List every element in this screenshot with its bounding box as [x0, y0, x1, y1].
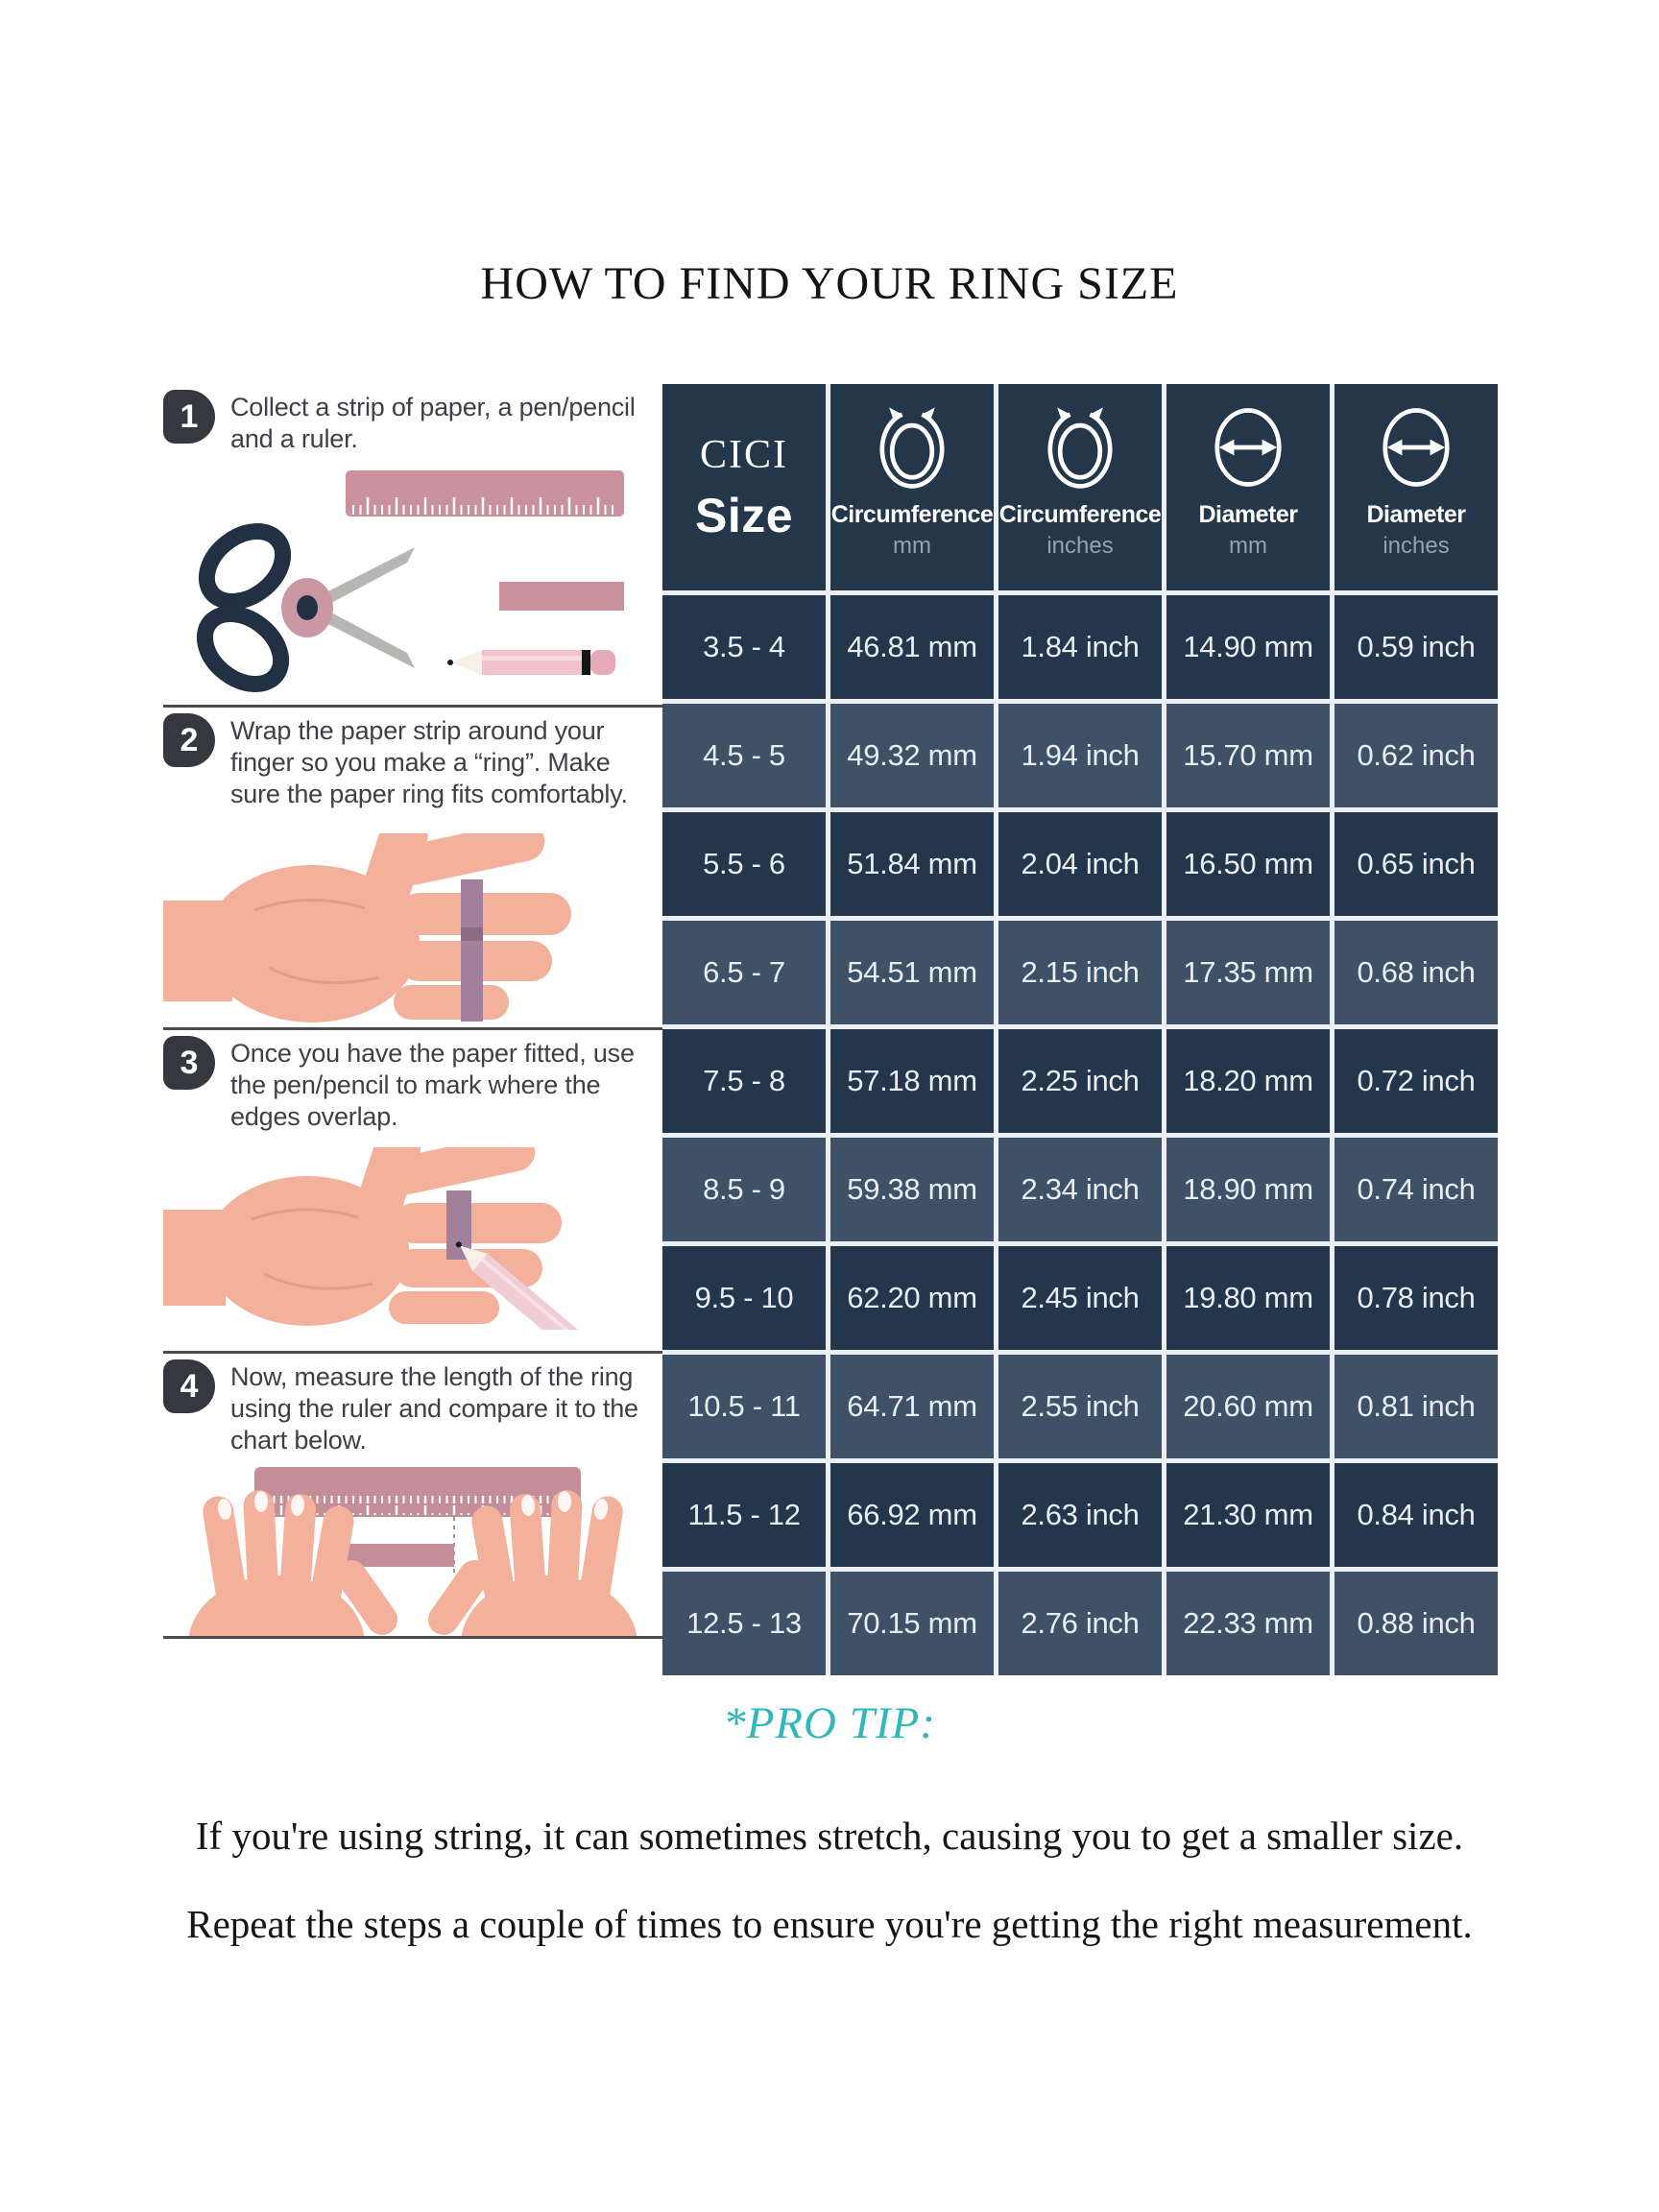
- value-cell: 15.70 mm: [1166, 704, 1330, 807]
- ring-circumference-icon: [1030, 397, 1130, 497]
- brand-size-header: [662, 384, 826, 590]
- hand-icon: [163, 833, 571, 1022]
- step-3-illustration: [163, 1147, 662, 1330]
- step-4-number-badge: 4: [163, 1359, 215, 1413]
- circumference-mm-header: [830, 384, 994, 590]
- value-cell: 1.94 inch: [998, 704, 1162, 807]
- step-3-number-badge: 3: [163, 1036, 215, 1090]
- value-cell: 57.18 mm: [830, 1029, 994, 1133]
- value-cell: 20.60 mm: [1166, 1355, 1330, 1458]
- step-2-header: [163, 713, 664, 811]
- hand-marking-with-pencil-illustration: [163, 1147, 662, 1330]
- step-3-header: [163, 1036, 664, 1134]
- value-cell: 51.84 mm: [830, 812, 994, 916]
- circumference-inches-header: [998, 384, 1162, 590]
- value-cell: 66.92 mm: [830, 1463, 994, 1567]
- value-cell: 16.50 mm: [1166, 812, 1330, 916]
- ring-circumference-icon: [862, 397, 962, 497]
- value-cell: 0.65 inch: [1334, 812, 1498, 916]
- size-cell: 3.5 - 4: [662, 595, 826, 699]
- table-body: [662, 595, 1498, 1675]
- value-cell: 0.81 inch: [1334, 1355, 1498, 1458]
- value-cell: 1.84 inch: [998, 595, 1162, 699]
- pro-tip-heading: *PRO TIP:: [723, 1698, 936, 1748]
- value-cell: 2.76 inch: [998, 1572, 1162, 1675]
- value-cell: 18.20 mm: [1166, 1029, 1330, 1133]
- value-cell: 0.68 inch: [1334, 921, 1498, 1024]
- size-column-label: Size: [694, 488, 794, 542]
- step-4-illustration: [163, 1467, 662, 1637]
- value-cell: 0.59 inch: [1334, 595, 1498, 699]
- table-row: [662, 921, 1498, 1024]
- pencil-icon: [447, 650, 615, 675]
- pro-tip-line-1: If you're using string, it can sometimes stretch, causing you to get a smaller size.: [195, 1814, 1464, 1858]
- size-cell: 11.5 - 12: [662, 1463, 826, 1567]
- column-label: Circumference: [998, 501, 1162, 528]
- table-row: [662, 1246, 1498, 1350]
- scissors-icon: [191, 517, 415, 698]
- value-cell: 19.80 mm: [1166, 1246, 1330, 1350]
- value-cell: 2.34 inch: [998, 1138, 1162, 1241]
- main-content: [163, 384, 1498, 1675]
- value-cell: 2.45 inch: [998, 1246, 1162, 1350]
- table-row: [662, 1029, 1498, 1133]
- size-cell: 4.5 - 5: [662, 704, 826, 807]
- hand-with-paper-ring-illustration: [163, 833, 662, 1025]
- table-row: [662, 1138, 1498, 1241]
- size-cell: 10.5 - 11: [662, 1355, 826, 1458]
- ring-diameter-icon: [1198, 397, 1298, 497]
- value-cell: 62.20 mm: [830, 1246, 994, 1350]
- table-row: [662, 595, 1498, 699]
- column-label: Circumference: [830, 501, 994, 528]
- size-cell: 6.5 - 7: [662, 921, 826, 1024]
- value-cell: 22.33 mm: [1166, 1572, 1330, 1675]
- value-cell: 0.78 inch: [1334, 1246, 1498, 1350]
- diameter-inches-header: [1334, 384, 1498, 590]
- step-3: [163, 1030, 662, 1354]
- table-header-row: [662, 384, 1498, 590]
- step-3-text: Once you have the paper fitted, use the pen/pencil to mark where the edges overlap.: [230, 1039, 635, 1132]
- ring-size-table: [662, 384, 1498, 1675]
- step-4-text: Now, measure the length of the ring using the ruler and compare it to the chart below.: [230, 1362, 638, 1455]
- column-unit: mm: [893, 533, 931, 559]
- column-unit: mm: [1229, 533, 1267, 559]
- column-unit: inches: [1382, 533, 1450, 559]
- table-row: [662, 1463, 1498, 1567]
- size-cell: 12.5 - 13: [662, 1572, 826, 1675]
- value-cell: 2.55 inch: [998, 1355, 1162, 1458]
- step-4: [163, 1354, 662, 1639]
- value-cell: 0.84 inch: [1334, 1463, 1498, 1567]
- page-title: HOW TO FIND YOUR RING SIZE: [480, 258, 1179, 309]
- table-row: [662, 1355, 1498, 1458]
- value-cell: 17.35 mm: [1166, 921, 1330, 1024]
- table-row: [662, 812, 1498, 916]
- column-label: Diameter: [1198, 501, 1298, 528]
- value-cell: 14.90 mm: [1166, 595, 1330, 699]
- value-cell: 0.72 inch: [1334, 1029, 1498, 1133]
- brand-name: CICI: [700, 432, 788, 477]
- step-2-illustration: [163, 833, 662, 1025]
- size-cell: 9.5 - 10: [662, 1246, 826, 1350]
- value-cell: 59.38 mm: [830, 1138, 994, 1241]
- pro-tip-line-2: Repeat the steps a couple of times to ensure you're getting the right measurement.: [186, 1902, 1473, 1946]
- value-cell: 0.88 inch: [1334, 1572, 1498, 1675]
- value-cell: 21.30 mm: [1166, 1463, 1330, 1567]
- value-cell: 0.62 inch: [1334, 704, 1498, 807]
- table-row: [662, 704, 1498, 807]
- column-label: Diameter: [1366, 501, 1466, 528]
- step-1: [163, 384, 662, 708]
- value-cell: 64.71 mm: [830, 1355, 994, 1458]
- value-cell: 18.90 mm: [1166, 1138, 1330, 1241]
- paper-ring-strip-icon: [461, 879, 483, 1022]
- step-2-text: Wrap the paper strip around your finger so you make a “ring”. Make sure the paper ring fits comfortably.: [230, 716, 628, 809]
- diameter-mm-header: [1166, 384, 1330, 590]
- ring-diameter-icon: [1366, 397, 1466, 497]
- value-cell: 70.15 mm: [830, 1572, 994, 1675]
- step-1-number-badge: 1: [163, 390, 215, 444]
- step-1-text: Collect a strip of paper, a pen/pencil and a ruler.: [230, 393, 636, 454]
- size-cell: 8.5 - 9: [662, 1138, 826, 1241]
- step-divider: [163, 1636, 662, 1639]
- hands-measuring-with-ruler-illustration: [163, 1467, 662, 1637]
- value-cell: 54.51 mm: [830, 921, 994, 1024]
- value-cell: 2.15 inch: [998, 921, 1162, 1024]
- value-cell: 49.32 mm: [830, 704, 994, 807]
- paper-strip-icon: [499, 582, 624, 611]
- step-1-header: [163, 390, 664, 455]
- step-1-illustration: [163, 459, 662, 701]
- step-4-header: [163, 1359, 664, 1457]
- value-cell: 2.25 inch: [998, 1029, 1162, 1133]
- step-2-number-badge: 2: [163, 713, 215, 767]
- value-cell: 2.63 inch: [998, 1463, 1162, 1567]
- column-unit: inches: [1046, 533, 1114, 559]
- value-cell: 46.81 mm: [830, 595, 994, 699]
- value-cell: 0.74 inch: [1334, 1138, 1498, 1241]
- ruler-icon: [346, 470, 624, 517]
- hand-icon: [163, 1147, 562, 1326]
- size-cell: 7.5 - 8: [662, 1029, 826, 1133]
- scissors-ruler-pencil-illustration: [163, 459, 662, 701]
- table-row: [662, 1572, 1498, 1675]
- size-cell: 5.5 - 6: [662, 812, 826, 916]
- step-2: [163, 708, 662, 1030]
- value-cell: 2.04 inch: [998, 812, 1162, 916]
- steps-column: [163, 384, 662, 1675]
